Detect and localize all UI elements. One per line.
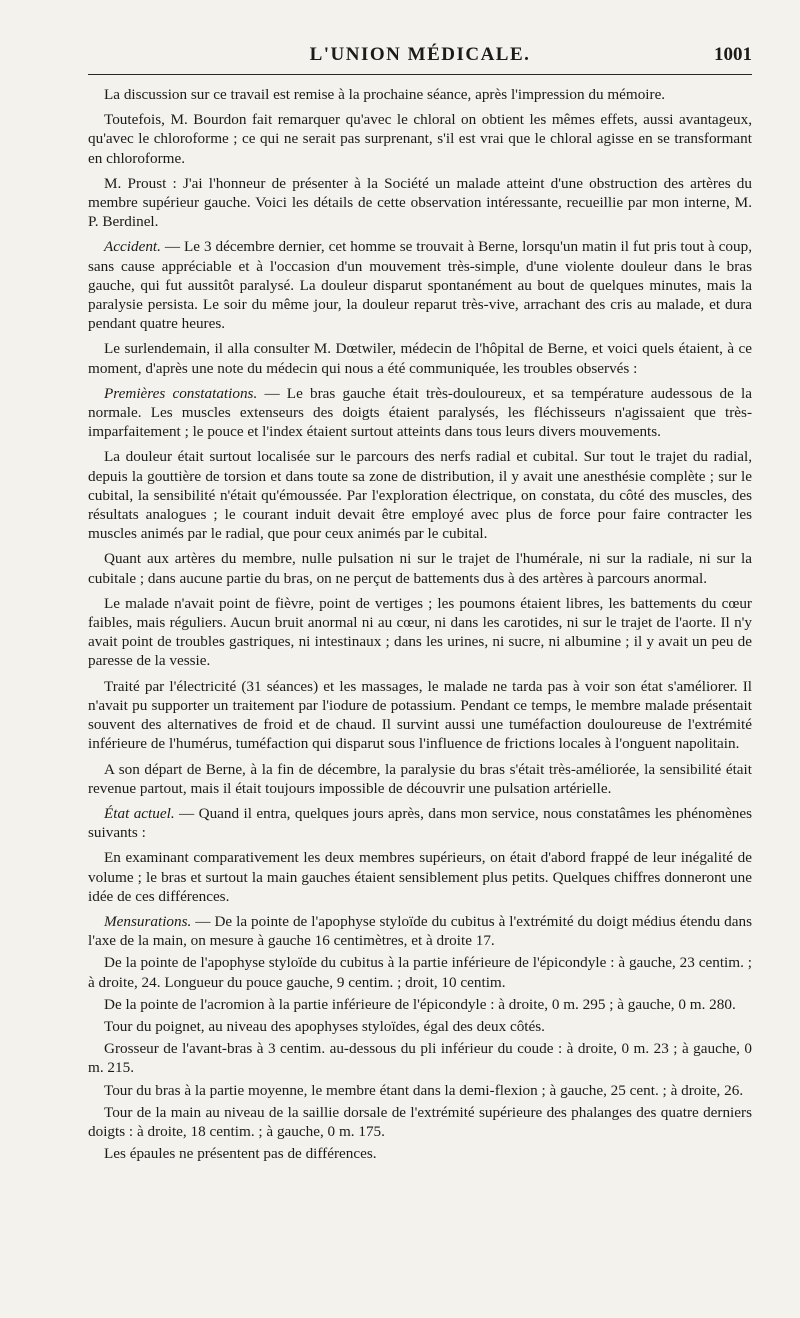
paragraph-lead: Mensurations. xyxy=(104,912,192,930)
paragraph-text: La douleur était surtout localisée sur le parcours des nerfs radial et cubital. Sur tout le trajet du radial, depuis la gouttière de torsion et dans toute sa zone de distribution, il y avait une anesthésie complète ; sur le cubital, la sensibilité n'était qu'émoussée. Par l'exploration électrique, on constata, du côté des muscles, des résultats analogues ; le courant induit devait être employé avec plus de force pour faire contracter les muscles animés par le radial, que pour ceux animés par le cubital. xyxy=(88,448,752,543)
paragraph-text: — Le bras gauche était très-douloureux, et sa température audessous de la normale. Les muscles extenseurs des doigts étaient paralysés, les fléchisseurs n'agissaient que très-imparfaitement ; le pouce et l'index étaient surtout atteints dans tous leurs divers mouvements. xyxy=(88,384,752,441)
paragraph xyxy=(88,848,752,906)
page-number: 1001 xyxy=(714,44,752,65)
paragraph xyxy=(88,1017,752,1036)
paragraph xyxy=(88,384,752,442)
paragraph-text: Traité par l'électricité (31 séances) et les massages, le malade ne tarda pas à voir son état s'améliorer. Il n'avait pu supporter un traitement par l'iodure de potassium. Pendant ce temps, le membre malade présentait souvent des alternatives de froid et de chaud. Il survint aussi une tuméfaction douloureuse de l'extrémité inférieure de l'humérus, tuméfaction qui disparut sous l'influence de frictions locales à l'onguent napolitain. xyxy=(88,677,752,753)
paragraph xyxy=(88,804,752,842)
paragraph xyxy=(88,174,752,232)
paragraph xyxy=(88,549,752,587)
paragraph-text: De la pointe de l'apophyse styloïde du cubitus à la partie inférieure de l'épicondyle : à gauche, 23 centim. ; à droite, 24. Longueur du pouce gauche, 9 centim. ; droit, 10 centim. xyxy=(88,954,752,991)
paragraph-text: Les épaules ne présentent pas de différences. xyxy=(104,1145,377,1163)
paragraph xyxy=(88,1103,752,1141)
paragraph-text: — Le 3 décembre dernier, cet homme se trouvait à Berne, lorsqu'un matin il fut pris tout à coup, sans cause appréciable et à l'occasion d'un mouvement très-simple, d'une violente douleur dans le bras gauche, qui fut aussitôt paralysé. La douleur disparut spontanément au bout de quelques minutes, mais la paralysie persista. Le soir du même jour, la douleur reparut très-vive, arrachant des cris au malade, et dura pendant quatre heures. xyxy=(88,238,752,333)
paragraph-lead: Premières constatations. xyxy=(104,384,258,402)
paragraph-text: Le malade n'avait point de fièvre, point de vertiges ; les poumons étaient libres, les battements du cœur faibles, mais réguliers. Aucun bruit anormal ni au cœur, ni dans les carotides, ni sur le trajet de l'aorte. Il n'y avait point de troubles gastriques, ni intestinaux ; dans les urines, ni sucre, ni albumine ; il y avait un peu de paresse de la vessie. xyxy=(88,594,752,670)
paragraph xyxy=(88,85,752,104)
paragraph xyxy=(88,447,752,543)
paragraph xyxy=(88,912,752,950)
paragraph xyxy=(88,1144,752,1163)
paragraph xyxy=(88,594,752,671)
paragraph xyxy=(88,1039,752,1077)
page-header xyxy=(88,40,752,75)
paragraph xyxy=(88,237,752,333)
paragraph-text: Tour du bras à la partie moyenne, le membre étant dans la demi-flexion ; à gauche, 25 cent. ; à droite, 26. xyxy=(104,1081,744,1099)
paragraph-text: A son départ de Berne, à la fin de décembre, la paralysie du bras s'était très-améliorée, la sensibilité était revenue partout, mais il était toujours impossible de découvrir une pulsation artérielle. xyxy=(88,760,752,797)
paragraph-text: Tour de la main au niveau de la saillie dorsale de l'extrémité supérieure des phalanges des quatre derniers doigts : à droite, 18 centim. ; à gauche, 0 m. 175. xyxy=(88,1103,752,1140)
body-text xyxy=(88,85,752,1166)
paragraph-text: Tour du poignet, au niveau des apophyses styloïdes, égal des deux côtés. xyxy=(104,1017,545,1035)
paragraph xyxy=(88,953,752,991)
paragraph-text: M. Proust : J'ai l'honneur de présenter à la Société un malade atteint d'une obstruction des artères du membre supérieur gauche. Voici les détails de cette observation intéressante, recueillie par mon interne, M. P. Berdinel. xyxy=(88,174,752,231)
paragraph-text: Toutefois, M. Bourdon fait remarquer qu'avec le chloral on obtient les mêmes effets, aussi avantageux, qu'avec le chloroforme ; ce qui ne serait pas surprenant, s'il est vrai que le chloral agisse en se transformant en chloroforme. xyxy=(88,111,752,167)
paragraph-text: La discussion sur ce travail est remise à la prochaine séance, après l'impression du mémoire. xyxy=(104,86,666,103)
paragraph xyxy=(88,760,752,798)
paragraph xyxy=(88,677,752,754)
paragraph xyxy=(88,339,752,377)
paragraph xyxy=(88,995,752,1014)
paragraph-text: Quant aux artères du membre, nulle pulsation ni sur le trajet de l'humérale, ni sur la radiale, ni sur la cubitale ; dans aucune partie du bras, on ne perçut de battements dus à des artères à parcours anormal. xyxy=(88,550,752,587)
paragraph-text: — Quand il entra, quelques jours après, dans mon service, nous constatâmes les phénomènes suivants : xyxy=(88,804,753,842)
paragraph xyxy=(88,1081,752,1100)
paragraph-lead: État actuel. xyxy=(104,804,175,822)
paragraph-text: En examinant comparativement les deux membres supérieurs, on était d'abord frappé de leur inégalité de volume ; le bras et surtout la main gauches étaient sensiblement plus petits. Quelques chiffres donneront une idée de ces différences. xyxy=(88,849,752,905)
paragraph-text: De la pointe de l'acromion à la partie inférieure de l'épicondyle : à droite, 0 m. 295 ; à gauche, 0 m. 280. xyxy=(104,995,736,1013)
paragraph-text: — De la pointe de l'apophyse styloïde du cubitus à l'extrémité du doigt médius étendu dans l'axe de la main, on mesure à gauche 16 centimètres, et à droite 17. xyxy=(88,912,752,950)
paragraph xyxy=(88,110,752,168)
paragraph-text: Le surlendemain, il alla consulter M. Dœtwiler, médecin de l'hôpital de Berne, et voici quels étaient, à ce moment, d'après une note du médecin qui nous a été communiquée, les troubles observés : xyxy=(88,340,752,377)
paragraph-lead: Accident. xyxy=(104,238,161,256)
running-title: L'UNION MÉDICALE. xyxy=(309,44,531,65)
paragraph-text: Grosseur de l'avant-bras à 3 centim. au-dessous du pli inférieur du coude : à droite, 0 m. 23 ; à gauche, 0 m. 215. xyxy=(88,1040,752,1077)
